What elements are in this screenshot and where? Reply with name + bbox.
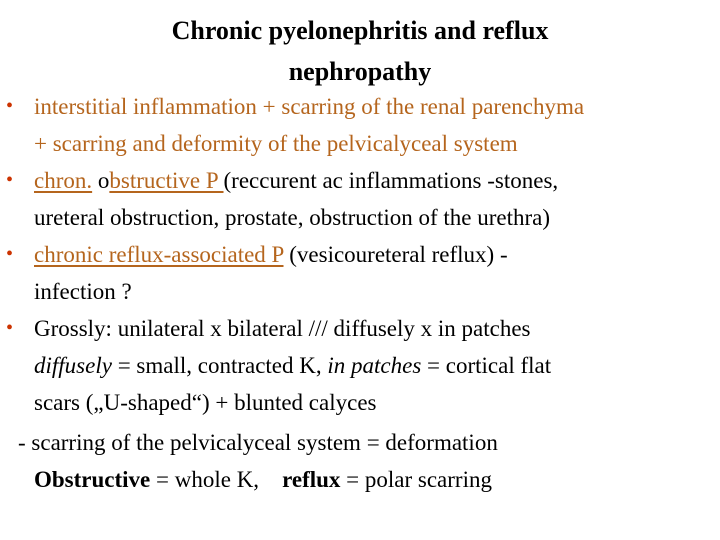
link-chron[interactable]: chron.	[34, 168, 93, 193]
text-polar-scarring: = polar scarring	[340, 467, 492, 492]
term-diffusely: diffusely	[34, 353, 112, 378]
bullet-2-line-1	[34, 162, 558, 199]
bullet-marker: •	[6, 317, 14, 339]
bullet-3-text: (vesicoureteral reflux) -	[283, 242, 508, 267]
bullet-3-line-1	[34, 236, 508, 273]
link-obstructive-p[interactable]: bstructive P	[109, 168, 224, 193]
text-small-contracted: = small, contracted K,	[111, 353, 328, 378]
slide-title	[0, 10, 720, 92]
bullet-1-line-1: interstitial inflammation + scarring of the renal parenchyma	[34, 94, 585, 119]
scarring-line: - scarring of the pelvicalyceal system = deformation	[18, 430, 498, 455]
bullet-3-line-2: infection ?	[34, 279, 132, 304]
text-whole-k: = whole K,	[150, 467, 283, 492]
bullet-marker: •	[6, 169, 14, 191]
text-cortical-flat: = cortical flat	[421, 353, 552, 378]
bullet-marker: •	[6, 95, 14, 117]
term-in-patches: in patches	[327, 353, 422, 378]
bullet-marker: •	[6, 243, 14, 265]
bullet-2-o: o	[97, 168, 110, 193]
bullet-2-text: (reccurent ac inflammations -stones,	[223, 168, 559, 193]
bullet-4-line-3: scars („U-shaped“) + blunted calyces	[34, 390, 377, 415]
bullet-4-line-1: Grossly: unilateral x bilateral /// diffusely x in patches	[34, 316, 531, 341]
title-line-1: Chronic pyelonephritis and reflux	[171, 16, 549, 45]
term-obstructive: Obstructive	[34, 467, 151, 492]
term-reflux: reflux	[282, 467, 341, 492]
bullet-1-line-2: + scarring and deformity of the pelvicalyceal system	[34, 131, 518, 156]
title-line-2: nephropathy	[288, 57, 432, 86]
summary-line	[34, 461, 492, 498]
bullet-2-line-2: ureteral obstruction, prostate, obstruction of the urethra)	[34, 205, 551, 230]
bullet-4-line-2	[34, 347, 551, 384]
link-chronic-reflux[interactable]: chronic reflux-associated P	[34, 242, 284, 267]
